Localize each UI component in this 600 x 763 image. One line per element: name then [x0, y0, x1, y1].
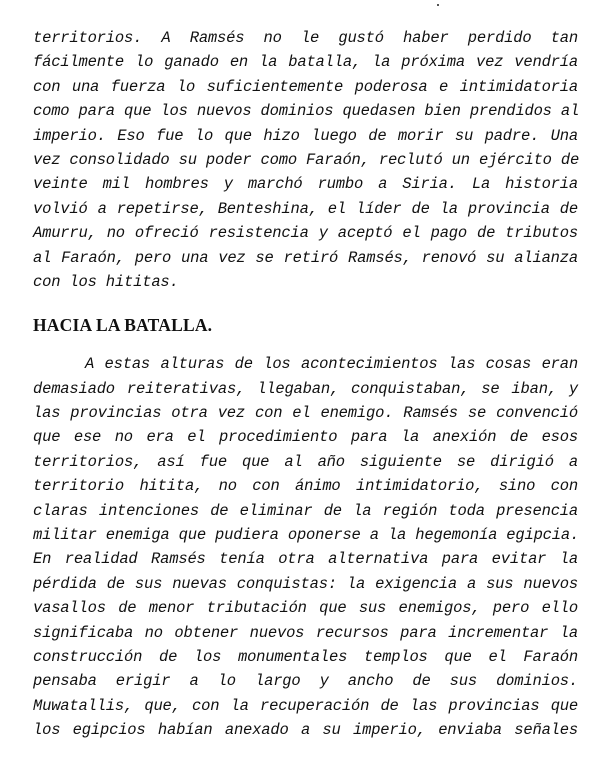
text-line: Amurru, no ofreció resistencia y aceptó el pago de tributos [33, 224, 578, 243]
text-line: significaba no obtener nuevos recursos para incrementar la [33, 623, 578, 642]
text-line: las provincias otra vez con el enemigo. Ramsés se convenció [33, 404, 578, 423]
text-line: veinte mil hombres y marchó rumbo a Siria. La historia [33, 175, 578, 194]
text-line: claras intenciones de eliminar de la región toda presencia [33, 501, 578, 520]
text-line: que ese no era el procedimiento para la anexión de esos [33, 428, 578, 447]
text-line: vez consolidado su poder como Faraón, reclutó un ejército de [33, 150, 580, 169]
text-line: los egipcios habían anexado a su imperio, enviaba señales [33, 721, 578, 740]
text-line: A estas alturas de los acontecimientos las cosas eran [85, 355, 578, 374]
paragraph-2 [33, 352, 578, 742]
text-line: al Faraón, pero una vez se retiró Ramsés, renovó su alianza [33, 248, 578, 267]
text-line: territorio hitita, no con ánimo intimidatorio, sino con [33, 477, 578, 496]
scan-speck [437, 4, 439, 6]
text-line: imperio. Eso fue lo que hizo luego de morir su padre. Una [33, 126, 578, 145]
text-line: militar enemiga que pudiera oponerse a la hegemonía egipcia. [33, 526, 580, 545]
paragraph-1 [33, 26, 578, 294]
text-line: volvió a repetirse, Benteshina, el líder de la provincia de [33, 199, 578, 218]
text-line: En realidad Ramsés tenía otra alternativa para evitar la [33, 550, 578, 569]
text-line: como para que los nuevos dominios quedasen bien prendidos al [33, 102, 580, 121]
section-heading: HACIA LA BATALLA. [33, 315, 213, 336]
text-line: pensaba erigir a lo largo y ancho de sus dominios. [33, 672, 578, 691]
text-line: con los hititas. [33, 272, 179, 291]
text-line: demasiado reiterativas, llegaban, conquistaban, se iban, y [33, 379, 578, 398]
text-line: con una fuerza lo suficientemente poderosa e intimidatoria [33, 77, 578, 96]
text-line: vasallos de menor tributación que sus enemigos, pero ello [33, 599, 578, 618]
text-line: territorios, así fue que al año siguiente se dirigió a [33, 452, 578, 471]
text-line: construcción de los monumentales templos que el Faraón [33, 647, 578, 666]
document-page [33, 26, 578, 743]
text-line: pérdida de sus nuevas conquistas: la exigencia a sus nuevos [33, 574, 578, 593]
text-line: territorios. A Ramsés no le gustó haber perdido tan [33, 29, 578, 47]
text-line: Muwatallis, que, con la recuperación de las provincias que [33, 696, 578, 715]
text-line: fácilmente lo ganado en la batalla, la próxima vez vendría [33, 53, 578, 72]
